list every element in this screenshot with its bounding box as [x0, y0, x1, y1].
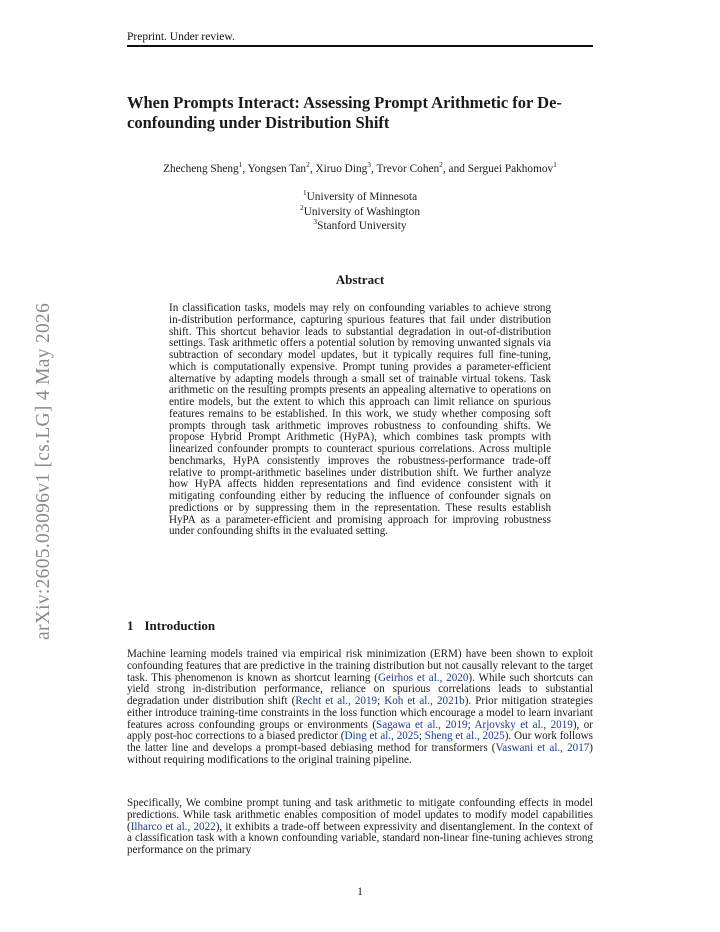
intro-paragraph-1: Machine learning models trained via empirical risk minimization (ERM) have been shown to exploit confounding features that are predictive in the training distribution but not causally relevant to the target task. This phenomenon is known as shortcut learning (Geirhos et al., 2020). While such shortcuts can yield strong in-distribution performance, reliance on spurious correlations leads to substantial degradation under distribution shift (Recht et al., 2019; Koh et al., 2021b). Prior mitigation strategies either introduce training-time constraints in the loss function which encourage a model to learn invariant features across confounding groups or environments (Sagawa et al., 2019; Arjovsky et al., 2019), or apply post-hoc corrections to a biased predictor (Ding et al., 2025; Sheng et al., 2025). Our work follows the latter line and develops a prompt-based debiasing method for transformers (Vaswani et al., 2017) without requiring modifications to the original training pipeline. [127, 648, 593, 766]
citation-link[interactable]: Vaswani et al., 2017 [495, 742, 590, 754]
citation-link[interactable]: Geirhos et al., 2020 [377, 671, 469, 684]
author: Serguei Pakhomov$^1$ [467, 160, 557, 175]
citation-link[interactable]: Recht et al., 2019 [295, 695, 378, 707]
author: Zhecheng Sheng$^1$ [163, 160, 243, 175]
abstract-heading: Abstract [335, 272, 385, 287]
abstract-text: In classification tasks, models may rely on confounding variables to achieve strong in-distribution performance, capturing spurious features that fail under distribution shift. This shortcut behavior leads to substantial degradation in out-of-distribution settings. Task arithmetic offers a potential solution by removing unwanted signals via subtraction of secondary model updates, but it typically requires full fine-tuning, which is computationally expensive. Prompt tuning provides a parameter-efficient alternative by adapting models through a small set of trainable virtual tokens. Task arithmetic on the resulting prompts presents an appealing alternative to operations on entire models, but the extent to which this approach can limit reliance on spurious features remains to be established. In this work, we study whether composing soft prompts through task arithmetic improves robustness to confounding shifts. We propose Hybrid Prompt Arithmetic (HyPA), which combines task prompts with linearized confounder prompts to counteract spurious correlations. Across multiple benchmarks, HyPA consistently improves the robustness-performance trade-off relative to prompt-arithmetic baselines under distribution shift. We further analyze how HyPA affects hidden representations and find evidence consistent with it mitigating confounding either by reducing the influence of confounder signals on predictions or by suppressing them in the representation. These results establish HyPA as a parameter-efficient and promising approach for improving robustness under confounding shifts in the evaluated setting. [169, 302, 551, 538]
affiliation: $^1$University of Minnesota [302, 188, 418, 203]
affiliation: $^3$Stanford University [313, 217, 407, 232]
citation-link[interactable]: Sheng et al., 2025 [424, 730, 505, 743]
citation-link[interactable]: Arjovsky et al., 2019 [474, 718, 573, 731]
author-list: Zhecheng Sheng$^1$, Yongsen Tan$^2$, Xiruo Ding$^3$, Trevor Cohen$^2$, and Serguei Pakhomov$^1$ [163, 160, 557, 175]
affiliation: $^2$University of Washington [300, 202, 420, 218]
section-title: Introduction [144, 618, 216, 633]
arxiv-identifier-stamp: arXiv:2605.03096v1 [cs.LG] 4 May 2026 [33, 302, 54, 640]
page-number: 1 [357, 886, 363, 898]
running-header: Preprint. Under review. [127, 31, 235, 43]
citation-link[interactable]: Sagawa et al., 2019 [376, 718, 468, 731]
header-rule [127, 45, 593, 47]
citation-link[interactable]: Koh et al., 2021b [384, 695, 465, 707]
affiliation-list [127, 190, 593, 234]
author: Trevor Cohen$^2$ [376, 160, 443, 175]
citation-link[interactable]: Ilharco et al., 2022 [130, 820, 216, 833]
paper-title: When Prompts Interact: Assessing Prompt Arithmetic for De-confounding under Distribution Shift [127, 93, 562, 132]
author: Yongsen Tan$^2$ [247, 160, 310, 175]
author: Xiruo Ding$^3$ [315, 160, 372, 175]
section-heading-introduction [127, 618, 215, 634]
section-number: 1 [127, 618, 134, 633]
citation-link[interactable]: Ding et al., 2025 [344, 730, 419, 743]
intro-paragraph-2: Specifically, We combine prompt tuning and task arithmetic to mitigate confounding effects in model predictions. While task arithmetic enables composition of model updates to modify model capabilities (Ilharco et al., 2022), it exhibits a trade-off between expressivity and disentanglement. In the context of a classification task with a known confounding variable, standard non-linear fine-tuning achieves strong performance on the primary [127, 797, 593, 856]
